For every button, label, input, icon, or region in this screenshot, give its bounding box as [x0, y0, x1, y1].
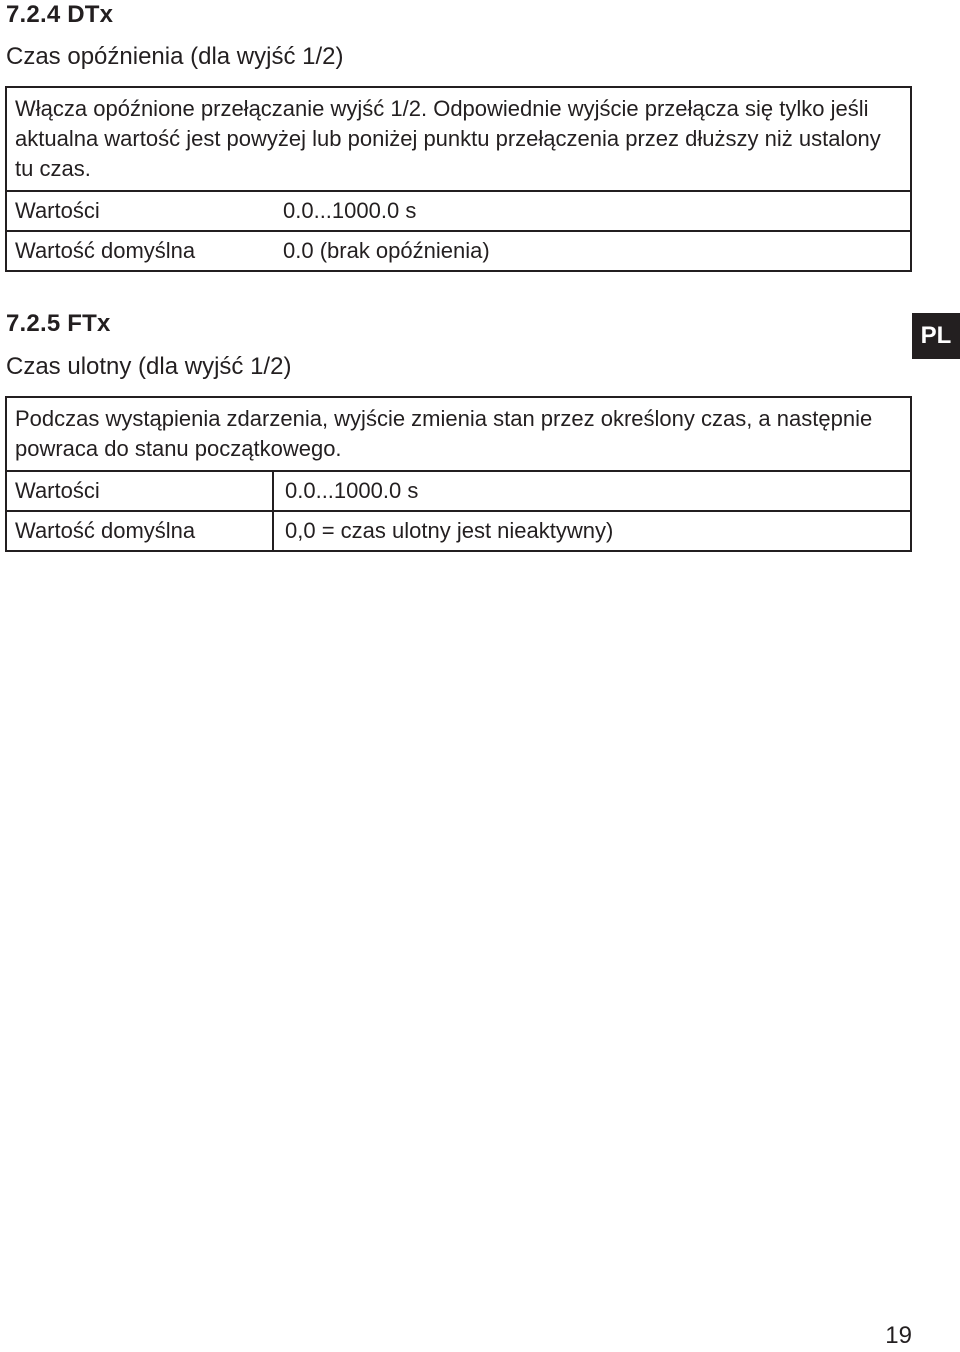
row-label: Wartość domyślna: [15, 518, 196, 543]
section-subtitle-dtx: Czas opóźnienia (dla wyjść 1/2): [6, 43, 344, 70]
section-heading-ftx: 7.2.5 FTx: [6, 310, 111, 337]
row-value: 0,0 = czas ulotny jest nieaktywny): [272, 512, 910, 550]
section-subtitle-ftx: Czas ulotny (dla wyjść 1/2): [6, 353, 292, 380]
parameter-box-ftx: [5, 396, 912, 552]
parameter-row-values: [7, 472, 910, 510]
parameter-row-default: [7, 230, 910, 270]
section-heading-dtx: 7.2.4 DTx: [6, 1, 114, 28]
row-label: Wartości: [15, 198, 100, 223]
parameter-row-default: [7, 510, 910, 550]
row-value: 0.0...1000.0 s: [283, 198, 417, 223]
parameter-description-dtx: Włącza opóźnione przełączanie wyjść 1/2. Odpowiednie wyjście przełącza się tylko jeśli aktualna wartość jest powyżej lub poniżej punktu przełączenia przez dłuższy niż ustalony tu czas.: [7, 88, 910, 192]
row-value: 0.0...1000.0 s: [272, 472, 910, 510]
row-label: Wartości: [15, 478, 100, 503]
page-number: 19: [885, 1322, 912, 1349]
parameter-row-values: [7, 192, 910, 230]
language-tab: PL: [912, 313, 960, 359]
parameter-box-dtx: [5, 86, 912, 272]
row-value: 0.0 (brak opóźnienia): [283, 238, 490, 263]
row-label: Wartość domyślna: [15, 238, 196, 263]
parameter-description-ftx: Podczas wystąpienia zdarzenia, wyjście zmienia stan przez określony czas, a następnie powraca do stanu początkowego.: [7, 398, 910, 472]
